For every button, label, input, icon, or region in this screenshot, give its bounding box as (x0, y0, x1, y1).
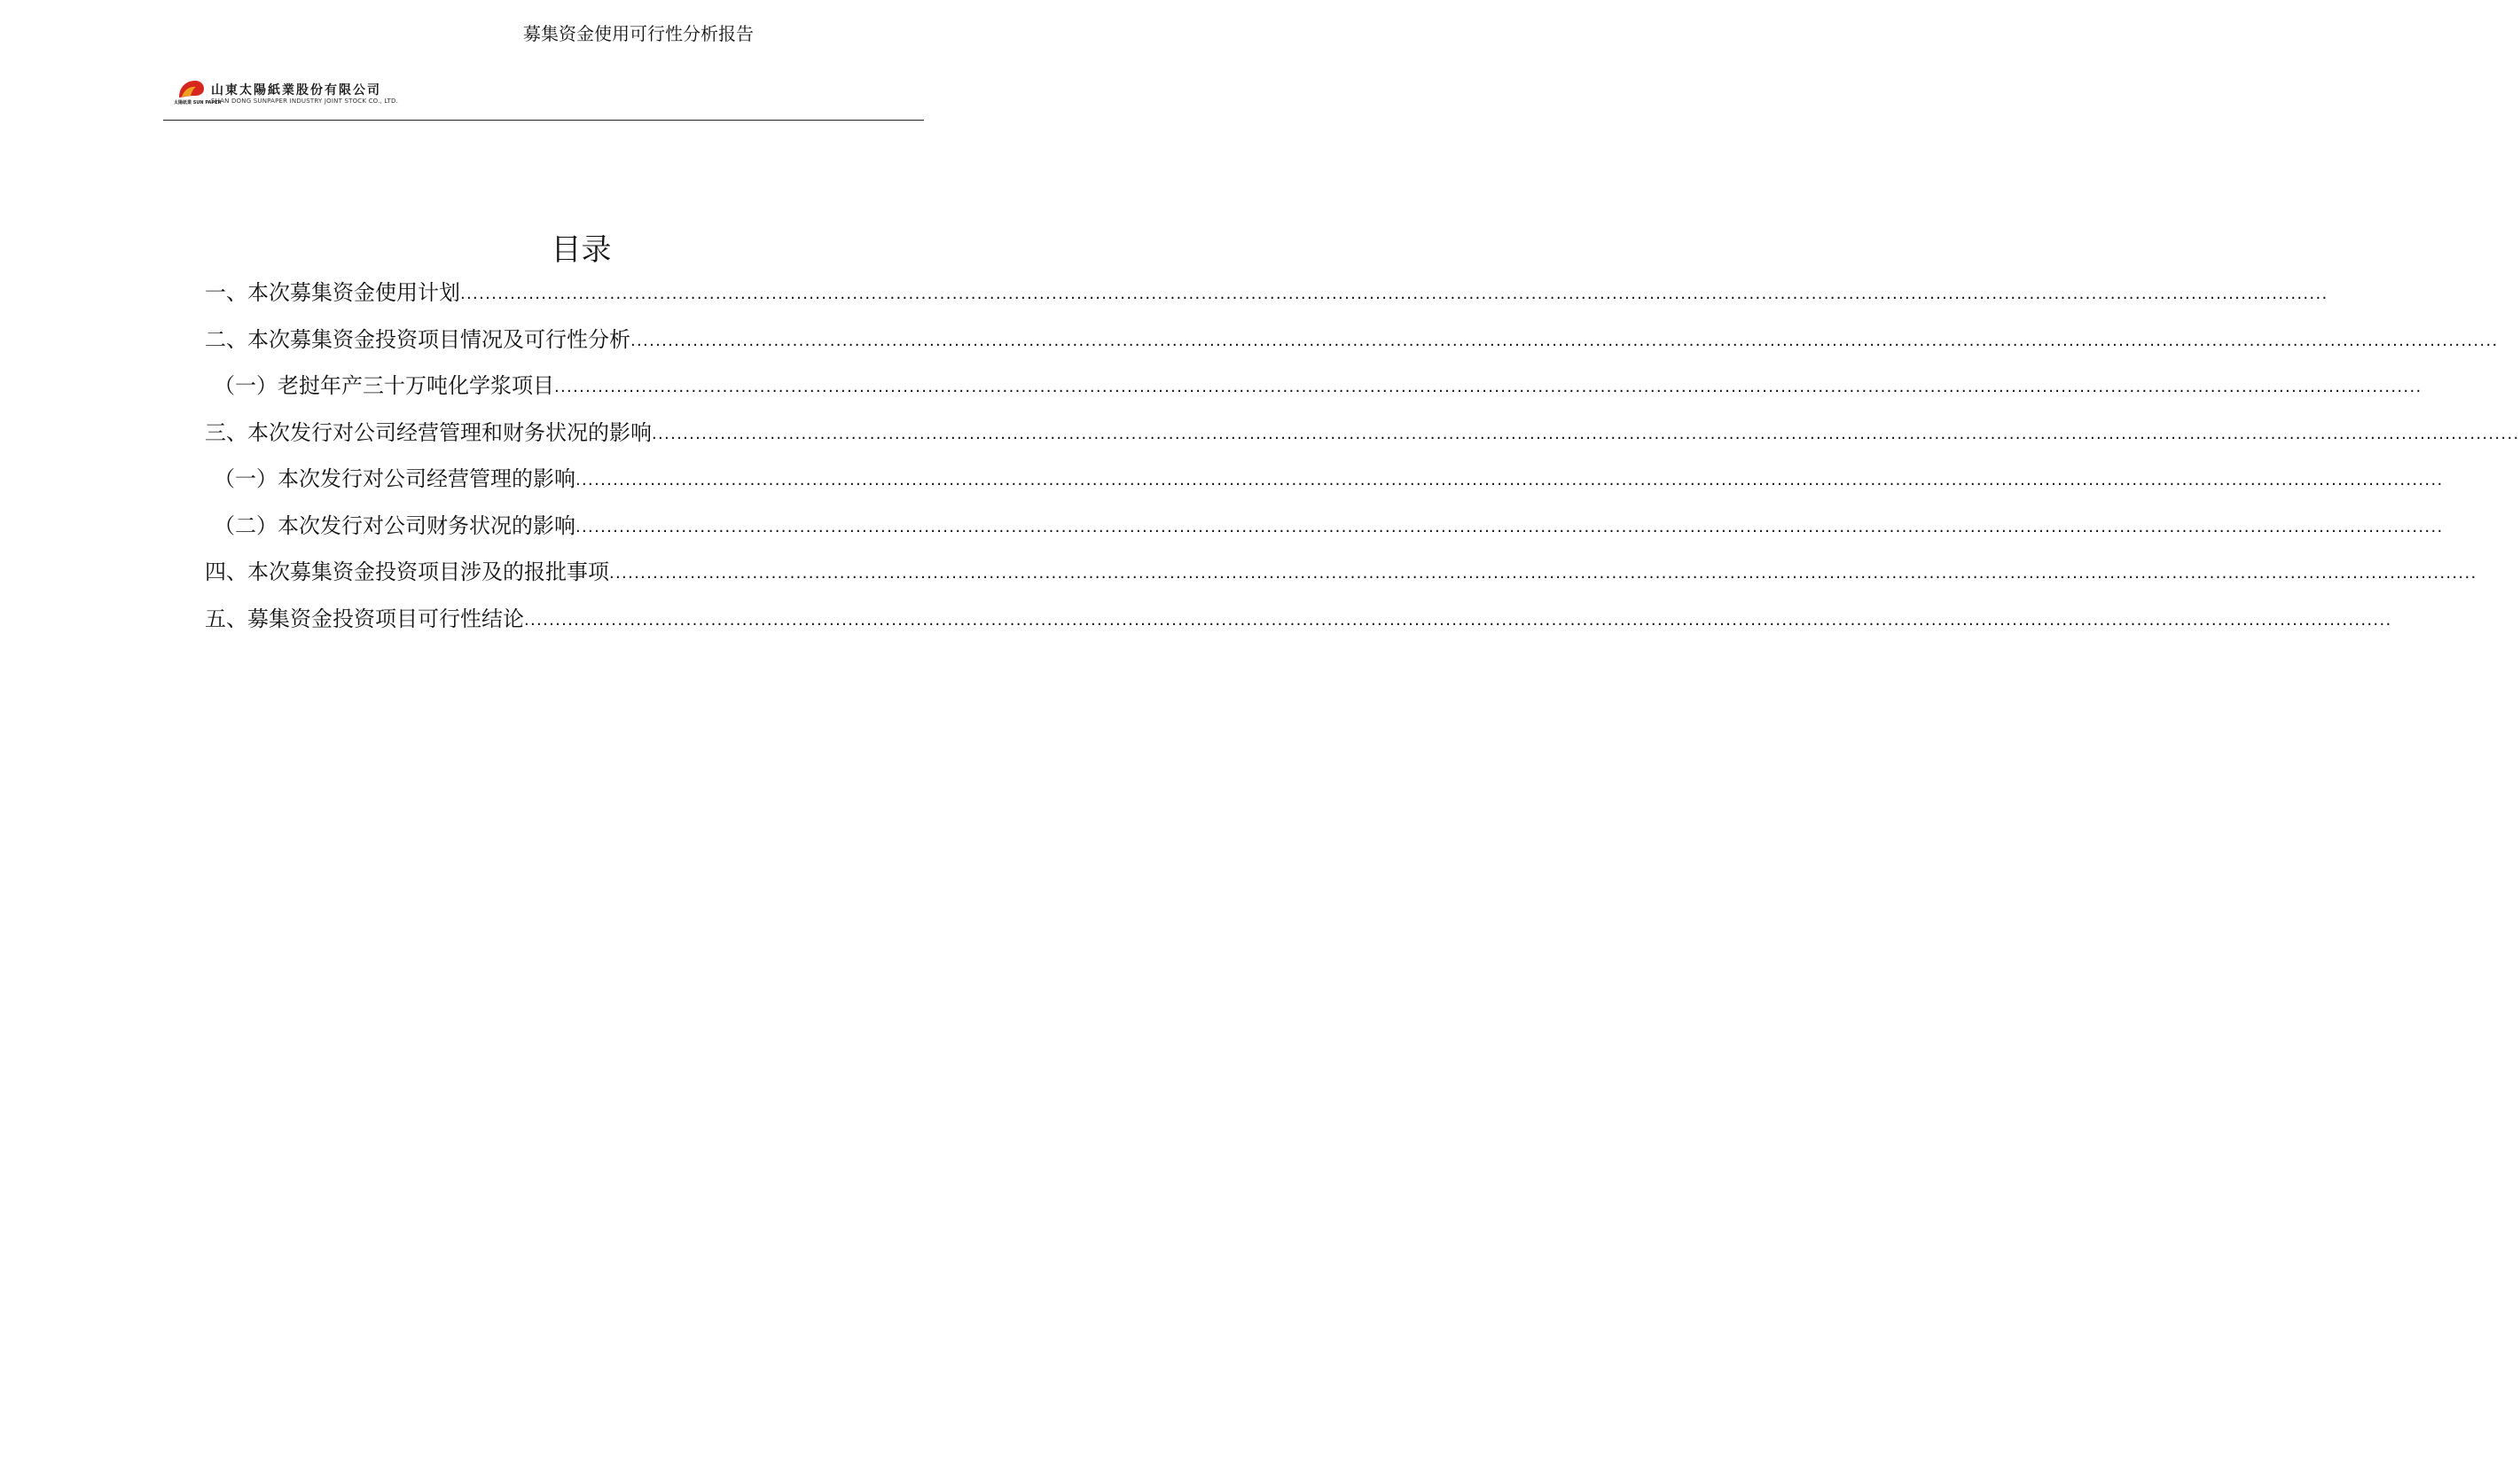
toc-entry-text: 五、募集资金投资项目可行性结论 (205, 606, 524, 631)
logo-company-name-cn: 山東太陽紙業股份有限公司 (211, 83, 381, 98)
toc-dot-leader: ............................................................................................................................................................................................................................................................................................................ (652, 424, 2520, 443)
sun-logo-icon (174, 78, 222, 112)
toc-dot-leader: ............................................................................................................................................................................................................................................................................................................ (630, 331, 2499, 350)
table-of-contents (205, 277, 2520, 649)
logo-subtext: 太陽紙業 SUN PAPER (174, 100, 222, 106)
toc-entry[interactable] (205, 463, 2444, 510)
toc-dot-leader: ............................................................................................................................................................................................................................................................................................................ (524, 610, 2392, 630)
toc-entry[interactable] (205, 603, 2392, 650)
toc-title: 目录 (551, 232, 612, 268)
company-logo (174, 78, 413, 113)
running-header-title: 募集资金使用可行性分析报告 (523, 23, 754, 44)
toc-dot-leader: ............................................................................................................................................................................................................................................................................................................ (460, 285, 2328, 303)
toc-entry[interactable] (205, 324, 2499, 371)
toc-dot-leader: ............................................................................................................................................................................................................................................................................................................ (554, 378, 2422, 396)
toc-entry-text: 一、本次募集资金使用计划 (205, 280, 460, 305)
toc-entry-text: （一）本次发行对公司经营管理的影响 (214, 466, 575, 491)
toc-dot-leader: ............................................................................................................................................................................................................................................................................................................ (609, 564, 2477, 583)
logo-company-name-en: SHAN DONG SUNPAPER INDUSTRY JOINT STOCK CO., LTD. (211, 98, 399, 105)
toc-entry[interactable] (205, 417, 2520, 464)
toc-entry[interactable] (205, 277, 2328, 324)
toc-dot-leader: ............................................................................................................................................................................................................................................................................................................ (575, 517, 2444, 536)
toc-entry[interactable] (205, 510, 2444, 557)
toc-entry-text: （二）本次发行对公司财务状况的影响 (214, 512, 575, 538)
toc-dot-leader: ............................................................................................................................................................................................................................................................................................................ (575, 471, 2444, 489)
toc-entry-text: 四、本次募集资金投资项目涉及的报批事项 (205, 559, 609, 584)
header-divider (163, 120, 924, 121)
toc-entry-text: （一）老挝年产三十万吨化学浆项目 (214, 373, 554, 398)
toc-entry-text: 二、本次募集资金投资项目情况及可行性分析 (205, 326, 630, 352)
toc-entry-text: 三、本次发行对公司经营管理和财务状况的影响 (205, 419, 652, 445)
toc-entry[interactable] (205, 556, 2477, 603)
toc-entry[interactable] (205, 370, 2422, 417)
